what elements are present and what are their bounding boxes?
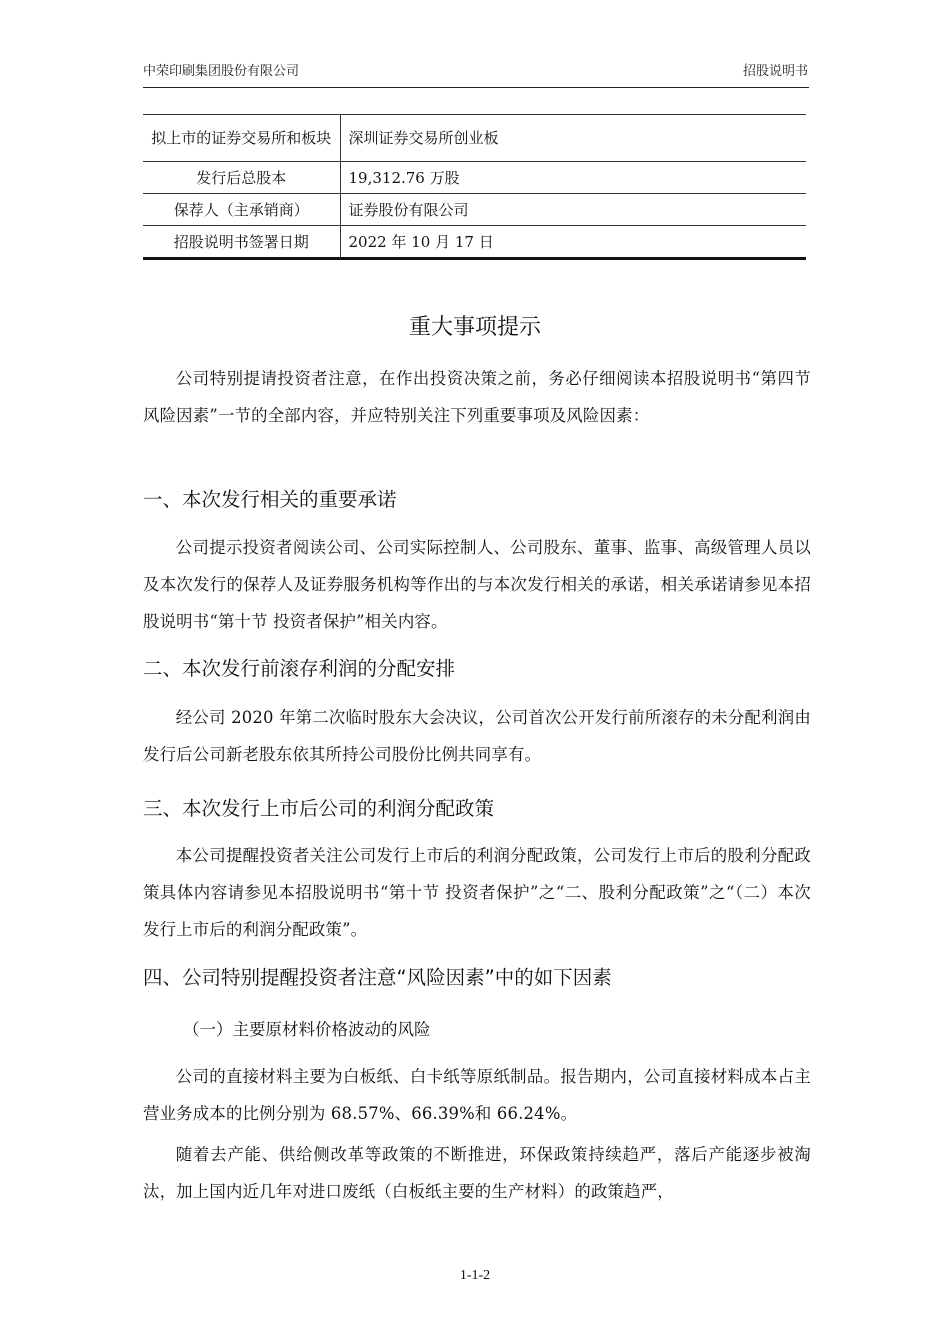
table-row xyxy=(143,115,806,162)
header-divider xyxy=(143,87,809,88)
section-heading-2: 二、本次发行前滚存利润的分配安排 xyxy=(143,657,456,680)
table-row xyxy=(143,226,806,259)
section-1-body: 公司提示投资者阅读公司、公司实际控制人、公司股东、董事、监事、高级管理人员以及本次发行的保荐人及证券服务机构等作出的与本次发行相关的承诺，相关承诺请参见本招股说明书“第十节 投资者保护”相关内容。 xyxy=(143,538,811,631)
page-number: 1-1-2 xyxy=(459,1268,491,1283)
page-header xyxy=(143,58,808,88)
header-company-name: 中荣印刷集团股份有限公司 xyxy=(143,64,300,79)
page-title: 重大事项提示 xyxy=(408,315,541,340)
table-value-cell: 2022 年 10 月 17 日 xyxy=(340,226,806,259)
table-value-cell: 深圳证券交易所创业板 xyxy=(340,115,806,162)
section-4-body-continued: 随着去产能、供给侧改革等政策的不断推进，环保政策持续趋严，落后产能逐步被淘汰，加上国内近几年对进口废纸（白板纸主要的生产材料）的政策趋严， xyxy=(143,1145,811,1201)
section-4-body: 公司的直接材料主要为白板纸、白卡纸等原纸制品。报告期内，公司直接材料成本占主营业务成本的比例分别为 68.57%、66.39%和 66.24%。 xyxy=(143,1067,811,1123)
section-heading-3: 三、本次发行上市后公司的利润分配政策 xyxy=(143,797,495,820)
table-row xyxy=(143,162,806,194)
table-value-cell: 19,312.76 万股 xyxy=(340,162,806,194)
header-document-type: 招股说明书 xyxy=(742,64,808,79)
table-label-cell: 发行后总股本 xyxy=(143,162,340,194)
table-row xyxy=(143,194,806,226)
table-label-cell: 保荐人（主承销商） xyxy=(143,194,340,226)
intro-paragraph: 公司特别提请投资者注意，在作出投资决策之前，务必仔细阅读本招股说明书“第四节 风险因素”一节的全部内容，并应特别关注下列重要事项及风险因素： xyxy=(143,369,811,425)
section-3-body: 本公司提醒投资者关注公司发行上市后的利润分配政策，公司发行上市后的股利分配政策具体内容请参见本招股说明书“第十节 投资者保护”之“二、股利分配政策”之“（二）本次发行上市后的利润分配政策”。 xyxy=(143,846,811,939)
subsection-heading-raw-material-risk: （一）主要原材料价格波动的风险 xyxy=(183,1020,431,1039)
section-heading-4: 四、公司特别提醒投资者注意“风险因素”中的如下因素 xyxy=(143,966,612,989)
offering-info-table xyxy=(143,114,806,260)
section-2-body: 经公司 2020 年第二次临时股东大会决议，公司首次公开发行前所滚存的未分配利润由发行后公司新老股东依其所持公司股份比例共同享有。 xyxy=(143,708,811,764)
table-value-cell: 证券股份有限公司 xyxy=(340,194,806,226)
table-label-cell: 拟上市的证券交易所和板块 xyxy=(143,115,340,162)
section-heading-1: 一、本次发行相关的重要承诺 xyxy=(143,488,397,511)
table-label-cell: 招股说明书签署日期 xyxy=(143,226,340,259)
